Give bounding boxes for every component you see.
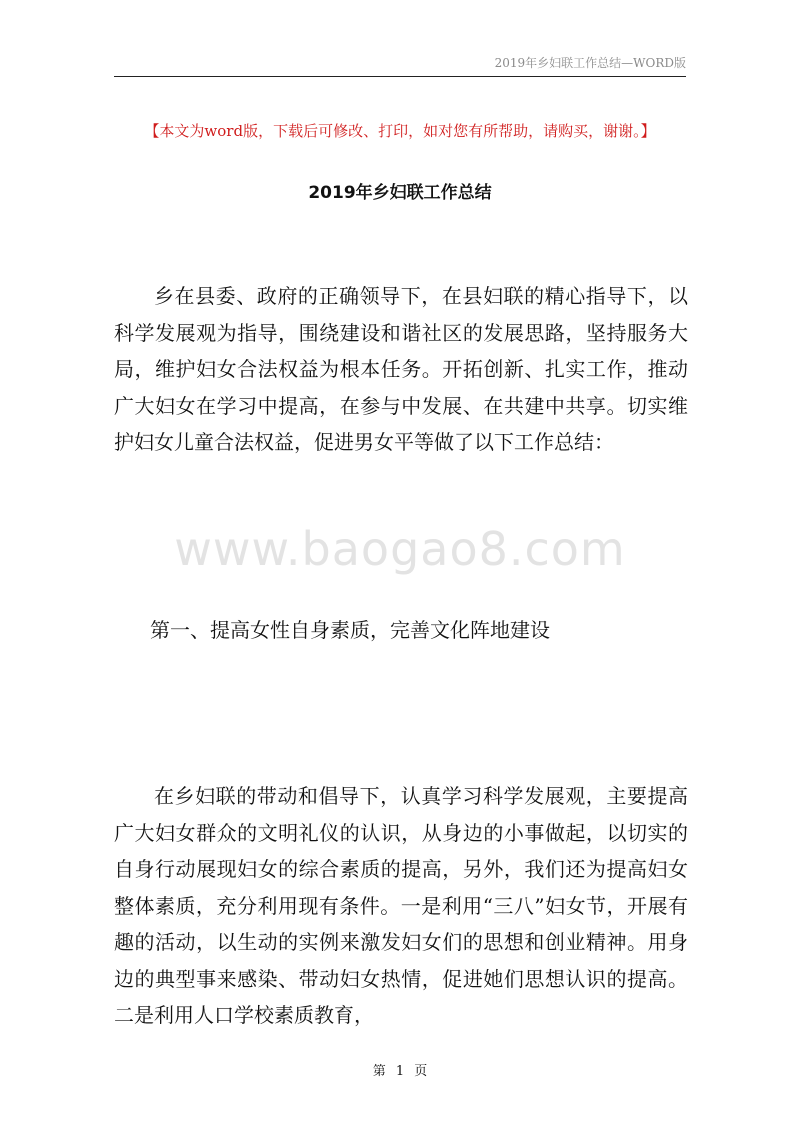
footer-suffix: 页 xyxy=(414,1064,428,1079)
header-divider xyxy=(114,76,686,77)
download-notice: 【本文为word版，下载后可修改、打印，如对您有所帮助，请购买，谢谢。】 xyxy=(144,122,656,140)
footer-prefix: 第 xyxy=(372,1064,386,1079)
body-paragraph: 在乡妇联的带动和倡导下，认真学习科学发展观，主要提高广大妇女群众的文明礼仪的认识，从身边的小事做起，以切实的自身行动展现妇女的综合素质的提高，另外，我们还为提高妇女整体素质，充分利用现有条件。一是利用“三八”妇女节，开展有趣的活动，以生动的实例来激发妇女们的思想和创业精神。用身边的典型事来感染、带动妇女热情，促进她们思想认识的提高。二是利用人口学校素质教育， xyxy=(114,784,688,1027)
section-heading: 第一、提高女性自身素质，完善文化阵地建设 xyxy=(150,618,550,642)
watermark: www.baogao8.com xyxy=(174,522,626,576)
intro-paragraph: 乡在县委、政府的正确领导下，在县妇联的精心指导下，以科学发展观为指导，围绕建设和谐社区的发展思路，坚持服务大局，维护妇女合法权益为根本任务。开拓创新、扎实工作，推动广大妇女在学习中提高，在参与中发展、在共建中共享。切实维护妇女儿童合法权益，促进男女平等做了以下工作总结： xyxy=(114,284,688,454)
page-number: 1 xyxy=(395,1064,405,1079)
page-footer xyxy=(0,1060,800,1079)
running-header: 2019年乡妇联工作总结—WORD版 xyxy=(494,56,686,70)
document-title: 2019年乡妇联工作总结 xyxy=(308,183,492,203)
